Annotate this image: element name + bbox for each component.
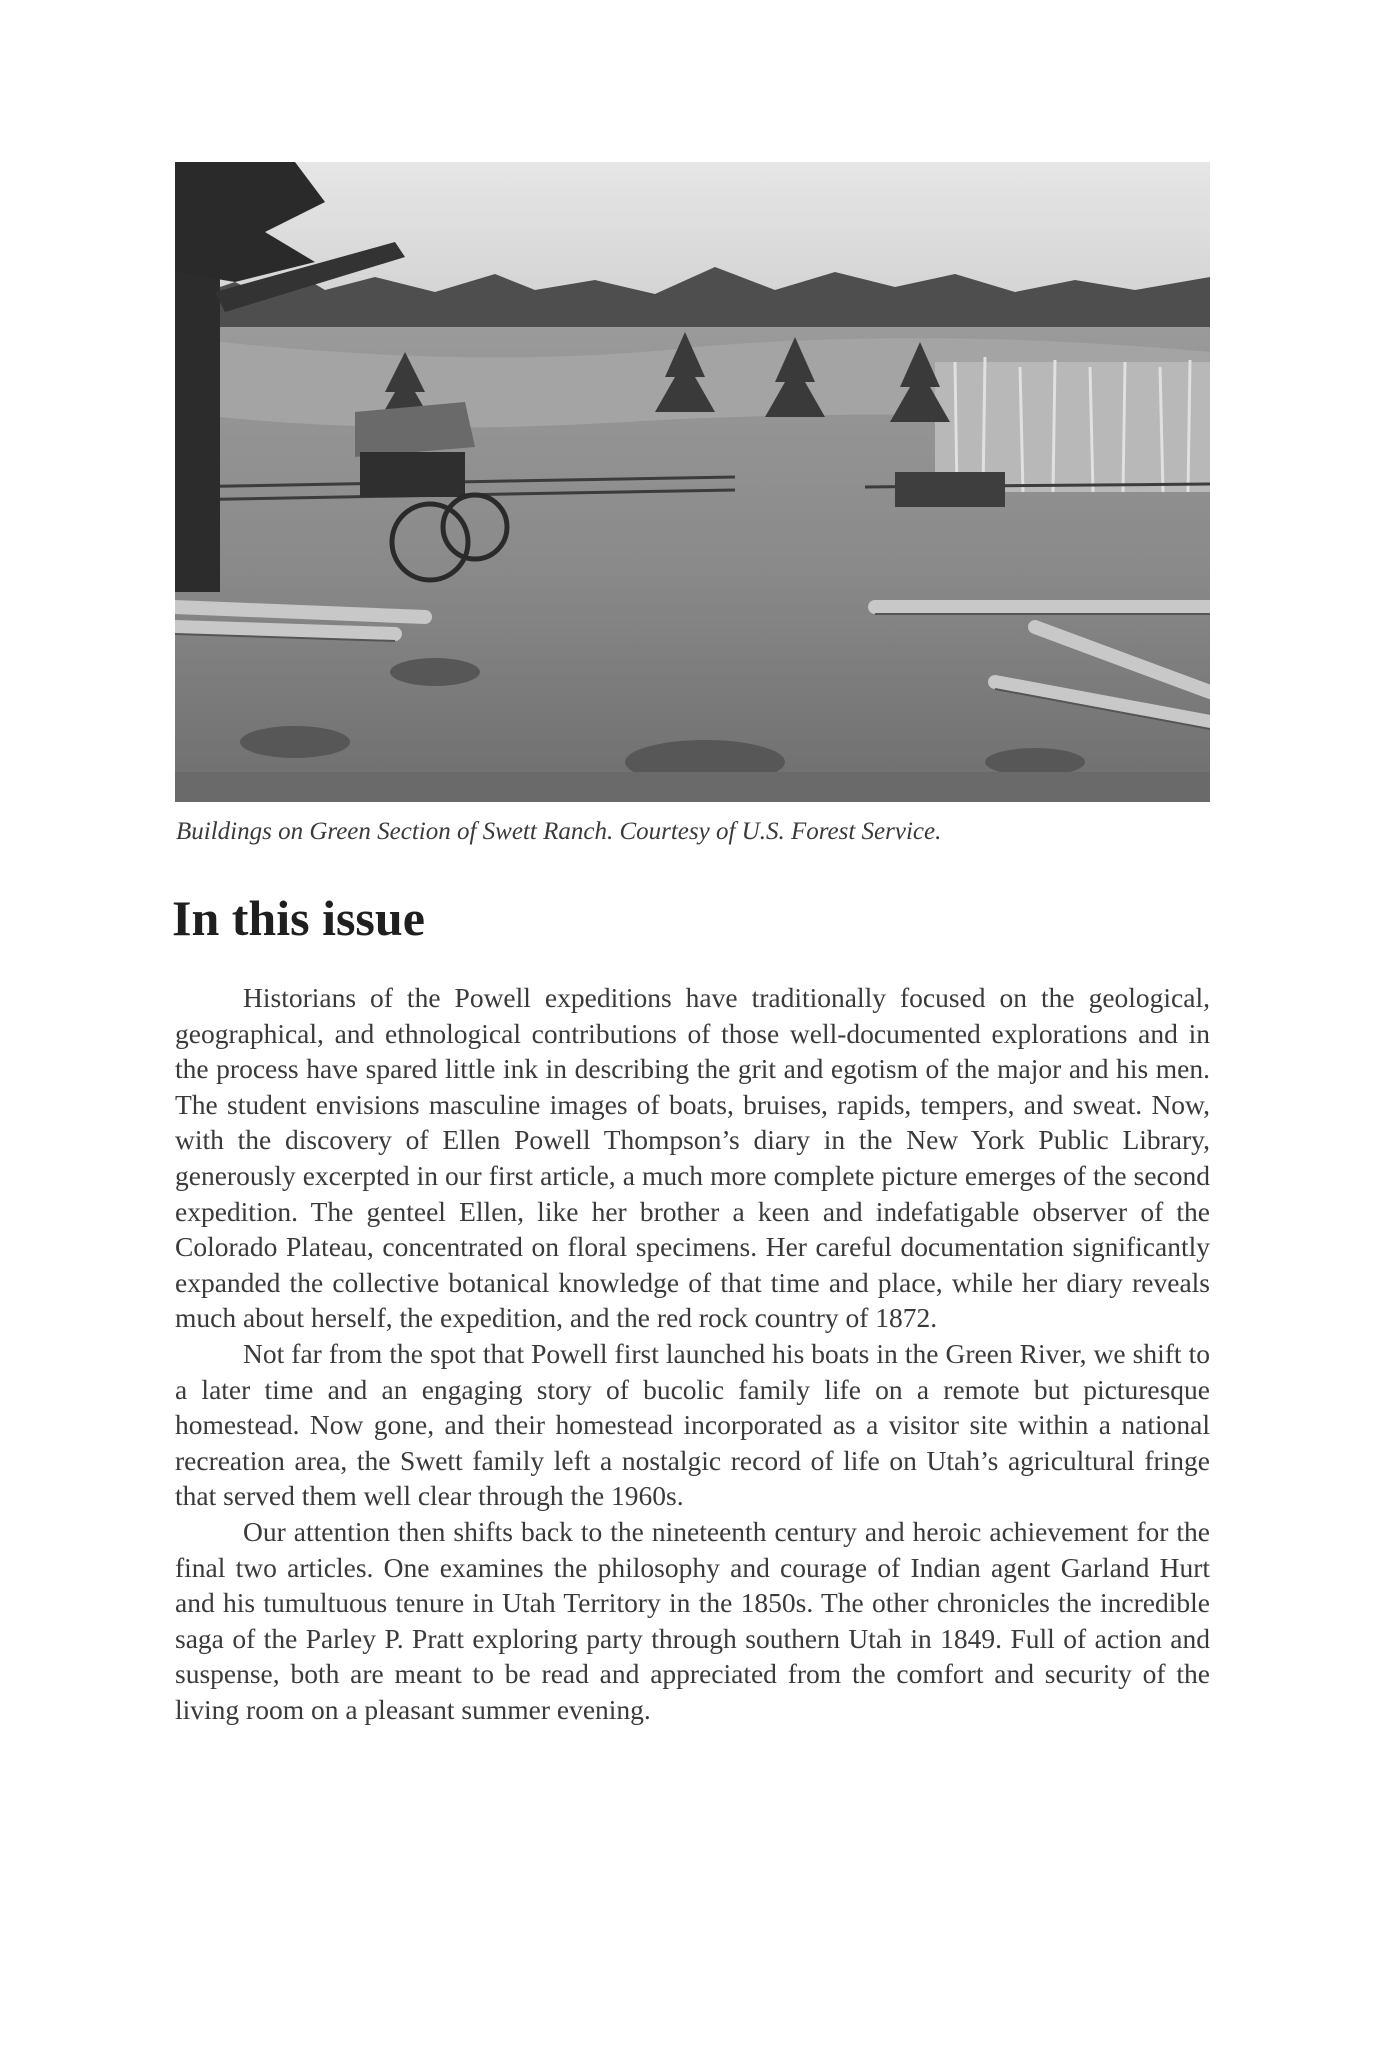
ranch-photo (175, 162, 1210, 802)
paragraph: Our attention then shifts back to the nineteenth century and heroic achievement for the final two articles. One examines the philosophy and courage of Indian agent Garland Hurt and his tumultuous tenure in Utah Territory in the 1850s. The other chronicles the incredible saga of the Parley P. Pratt exploring party through southern Utah in 1849. Full of action and suspense, both are meant to be read and appreciated from the comfort and security of the living room on a pleasant summer evening. (175, 1515, 1210, 1725)
photo-caption: Buildings on Green Section of Swett Ranch. Courtesy of U.S. Forest Service. (176, 818, 942, 845)
paragraph: Not far from the spot that Powell first launched his boats in the Green River, we shift to a later time and an engaging story of bucolic family life on a remote but picturesque homestead. Now gone, and their homestead incorporated as a visitor site within a national recreation area, the Swett family left a nostalgic record of life on Utah’s agricultural fringe that served them well clear through the 1960s. (175, 1337, 1210, 1512)
ranch-photo-image (175, 162, 1210, 802)
article-body (175, 980, 1210, 1727)
paragraph: Historians of the Powell expeditions have traditionally focused on the geological, geographical, and ethnological contributions of those well-documented explorations and in the process have spared little ink in describing the grit and egotism of the major and his men. The student envisions masculine images of boats, bruises, rapids, tempers, and sweat. Now, with the discovery of Ellen Powell Thompson’s diary in the New York Public Library, generously excerpted in our first article, a much more complete picture emerges of the second expedition. The genteel Ellen, like her brother a keen and indefatigable observer of the Colorado Plateau, concentrated on floral specimens. Her careful documentation significantly expanded the collective botanical knowledge of that time and place, while her diary reveals much about herself, the expedition, and the red rock country of 1872. (175, 982, 1210, 1334)
section-heading: In this issue (172, 890, 425, 946)
